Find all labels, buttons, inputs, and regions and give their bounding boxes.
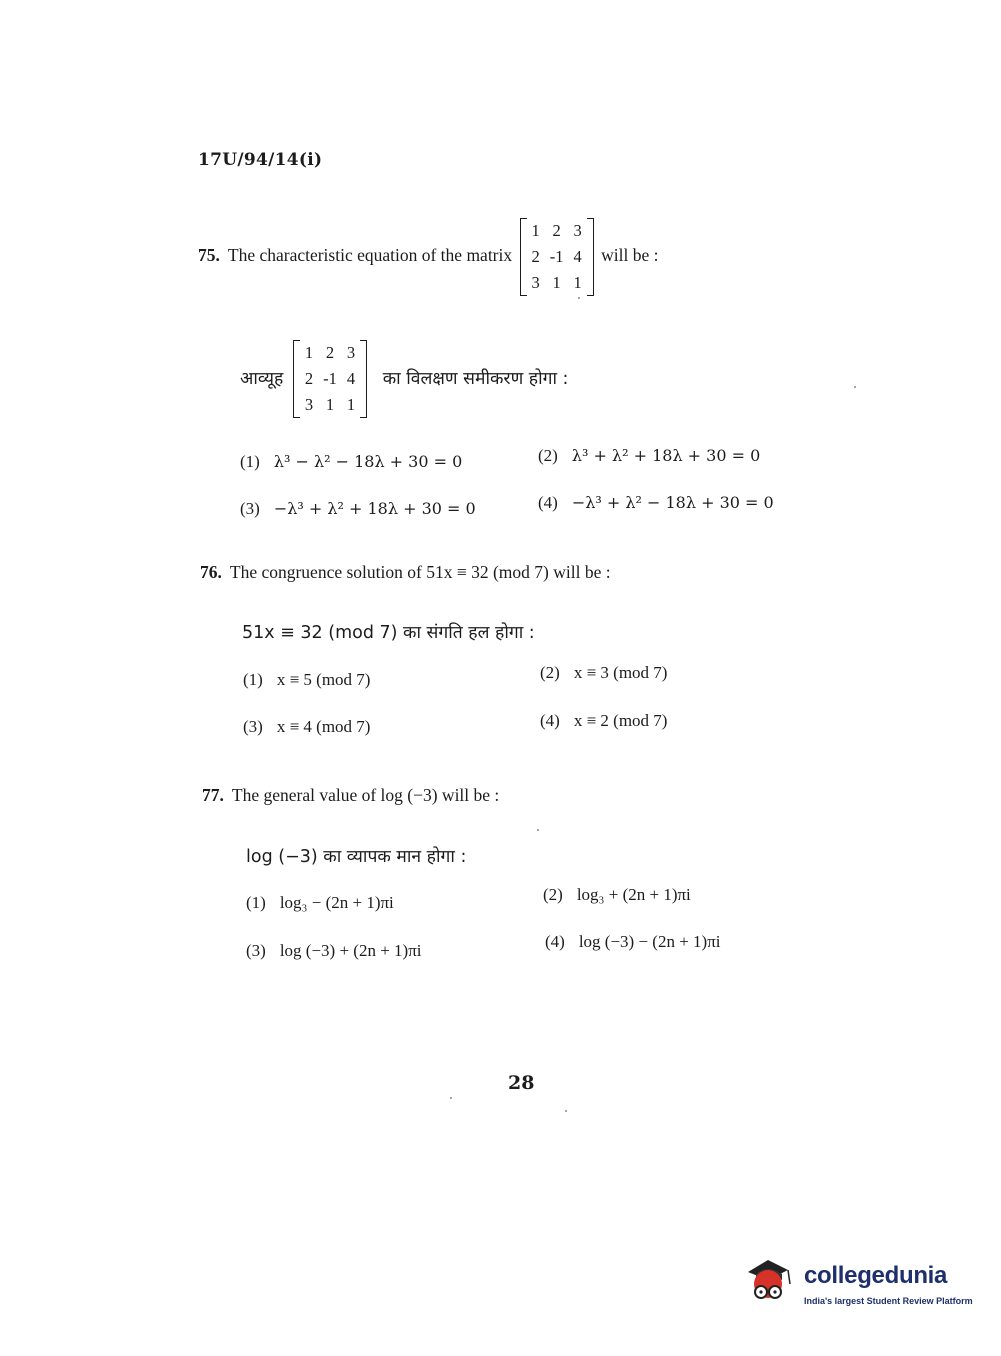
paper-code: 17U/94/14(i) [198, 150, 323, 170]
question-text-end: will be : [601, 245, 659, 266]
option-75-1 [240, 452, 462, 472]
question-77-hindi: log (−3) का व्यापक मान होगा : [246, 847, 467, 867]
option-number: (4) [540, 711, 560, 730]
option-number: (4) [545, 932, 565, 951]
option-77-3 [246, 941, 422, 961]
question-76 [200, 562, 611, 583]
question-number: 75. [198, 245, 220, 266]
question-text: The characteristic equation of the matrix [227, 245, 513, 266]
option-75-4 [538, 493, 774, 513]
option-number: (3) [240, 499, 260, 518]
matrix-cell: 1 [304, 343, 314, 362]
matrix-hindi [293, 340, 367, 418]
option-text: log₃ − (2n + 1)πi [279, 893, 394, 912]
scan-speck [450, 1097, 452, 1099]
mascot-icon [742, 1250, 800, 1308]
option-text: λ³ − λ² − 18λ + 30 = 0 [273, 452, 463, 471]
question-text: The general value of log (−3) will be : [231, 785, 500, 805]
matrix-cell: -1 [323, 369, 337, 388]
option-76-3 [243, 717, 370, 737]
question-text: The congruence solution of 51x ≡ 32 (mod 7) will be : [229, 562, 611, 582]
logo-tagline: India's largest Student Review Platform [804, 1296, 973, 1306]
option-76-4 [540, 711, 667, 731]
matrix-cell: 1 [346, 395, 356, 414]
option-text: −λ³ + λ² − 18λ + 30 = 0 [571, 493, 774, 512]
scan-speck [537, 829, 539, 831]
option-77-2 [543, 885, 691, 905]
option-number: (3) [246, 941, 266, 960]
hindi-text-end: का विलक्षण समीकरण होगा : [382, 369, 569, 389]
question-75-hindi [240, 340, 568, 418]
option-text: x ≡ 2 (mod 7) [573, 711, 668, 730]
option-number: (3) [243, 717, 263, 736]
option-77-4 [545, 932, 721, 952]
matrix-cell: 2 [552, 221, 561, 240]
option-number: (4) [538, 493, 558, 512]
matrix-cell: 3 [573, 221, 582, 240]
matrix [520, 218, 594, 296]
question-number: 77. [202, 785, 224, 805]
scan-speck [854, 386, 856, 388]
option-text: log₃ + (2n + 1)πi [576, 885, 691, 904]
question-75 [198, 218, 658, 296]
option-text: log (−3) − (2n + 1)πi [578, 932, 721, 951]
matrix-cell: -1 [549, 247, 564, 266]
question-77 [202, 785, 499, 806]
question-number: 76. [200, 562, 222, 582]
matrix-cell: 1 [325, 395, 335, 414]
option-number: (2) [543, 885, 563, 904]
option-number: (1) [246, 893, 266, 912]
option-76-1 [243, 670, 370, 690]
question-76-hindi: 51x ≡ 32 (mod 7) का संगति हल होगा : [242, 623, 535, 643]
option-number: (1) [243, 670, 263, 689]
matrix-cell: 2 [325, 343, 335, 362]
option-number: (1) [240, 452, 260, 471]
scan-speck [578, 297, 580, 299]
option-75-2 [538, 446, 760, 466]
option-number: (2) [540, 663, 560, 682]
matrix-cell: 2 [304, 369, 314, 388]
page-number: 28 [508, 1072, 535, 1094]
option-number: (2) [538, 446, 558, 465]
option-text: log (−3) + (2n + 1)πi [279, 941, 422, 960]
option-text: x ≡ 5 (mod 7) [276, 670, 371, 689]
matrix-cell: 3 [531, 273, 540, 292]
option-75-3 [240, 499, 476, 519]
matrix-cell: 1 [552, 273, 561, 292]
collegedunia-logo[interactable] [742, 1250, 972, 1314]
option-text: λ³ + λ² + 18λ + 30 = 0 [571, 446, 761, 465]
logo-wordmark: collegedunia [804, 1262, 948, 1289]
matrix-cell: 4 [346, 369, 356, 388]
matrix-cell: 4 [573, 247, 582, 266]
scan-speck [565, 1110, 567, 1112]
matrix-cell: 2 [531, 247, 540, 266]
option-text: x ≡ 3 (mod 7) [573, 663, 668, 682]
hindi-text: आव्यूह [240, 369, 284, 389]
matrix-cell: 1 [573, 273, 582, 292]
option-text: −λ³ + λ² + 18λ + 30 = 0 [273, 499, 476, 518]
option-77-1 [246, 893, 394, 913]
option-text: x ≡ 4 (mod 7) [276, 717, 371, 736]
matrix-cell: 3 [304, 395, 314, 414]
matrix-cell: 1 [531, 221, 540, 240]
option-76-2 [540, 663, 667, 683]
matrix-cell: 3 [346, 343, 356, 362]
